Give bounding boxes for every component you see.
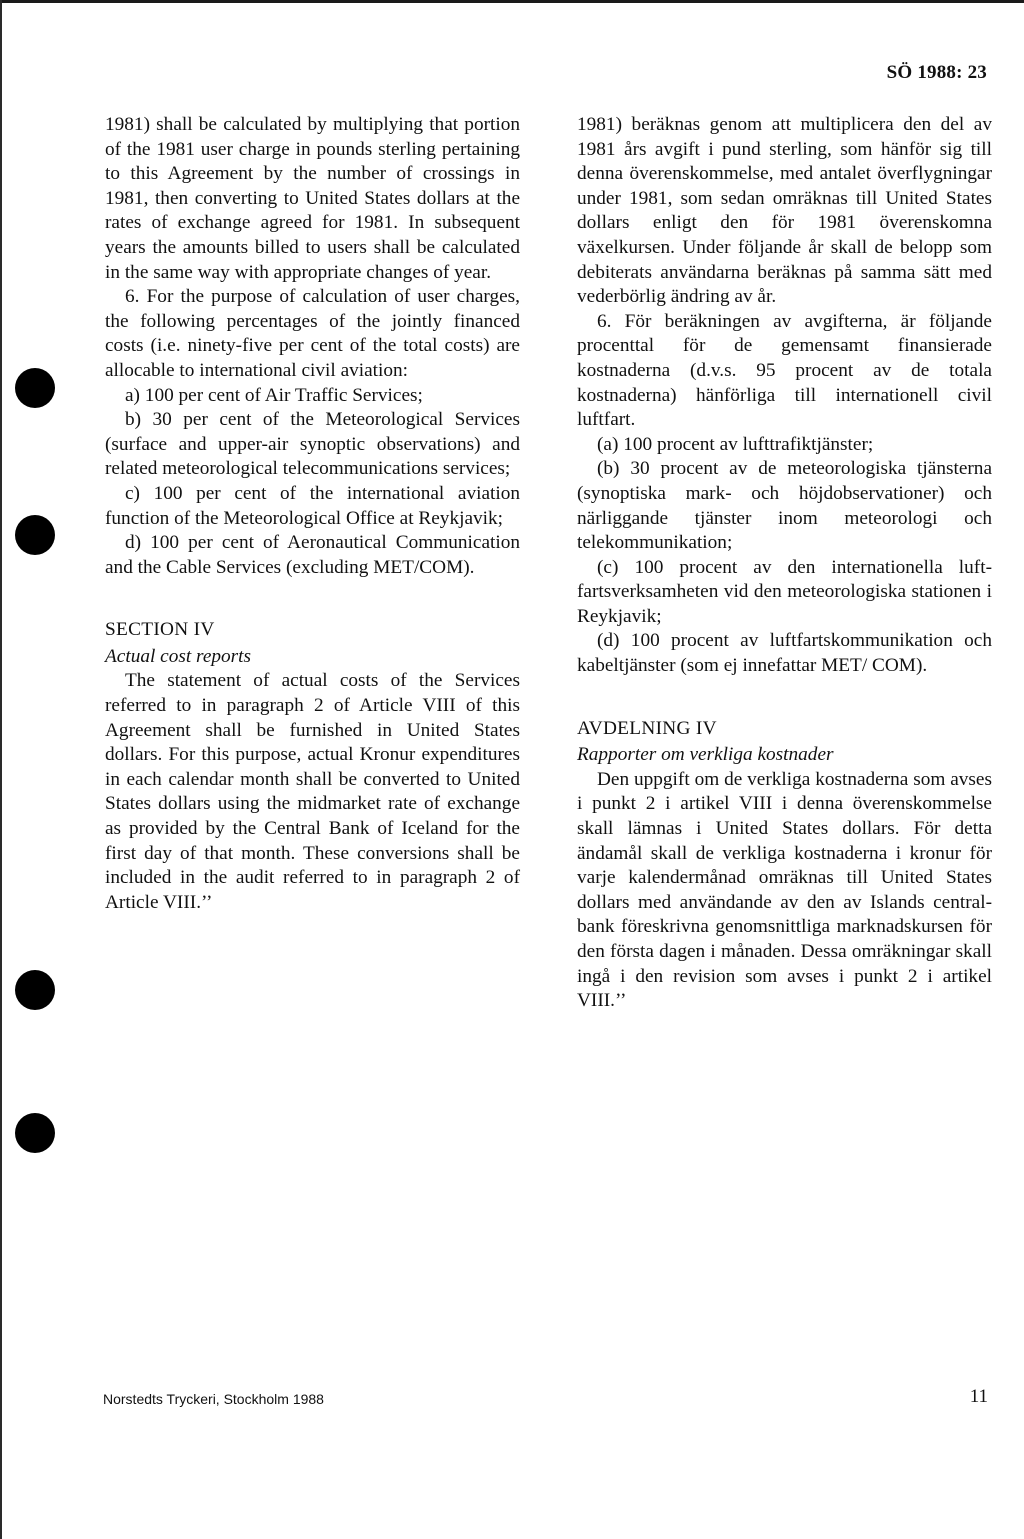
section-subheading: Actual cost reports [105, 645, 252, 667]
paragraph: 1981) shall be calculated by multiplying that portion of the 1981 user charge in pounds sterling pertaining to this Agreement by the number of crossings in 1981, then converting to United States dollars at the rates of exchange agreed for 1981. In subsequent years the amounts billed to users shall be calculated in the same way with appropriate changes of year. [105, 114, 520, 283]
paragraph: 1981) beräknas genom att multiplicera den del av 1981 års avgift i pund sterling, som hänför sig till denna överenskommelse, med antalet överflygningar under 1981, som sedan omräknas till United States dollars enligt den för 1981 överenskomna växelkursen. Under följande år skall de belopp som debiterats användarna beräknas på samma sätt med vederbörlig ändring av år. [577, 114, 992, 308]
list-item: (d) 100 procent av luftfartskommunikation och kabeltjänster (som ej innefattar MET/ COM). [577, 630, 992, 677]
punch-hole-3 [15, 970, 55, 1010]
document-code: SÖ 1988: 23 [886, 62, 987, 83]
swedish-column [577, 113, 992, 1014]
section-body: Den uppgift om de verkliga kostnaderna som avses i punkt 2 i artikel VIII i denna överenskommelse skall lämnas i United States dollars. För detta ändamål skall de verkliga kostnaderna i kronur för varje kalendermånad omräknas till United States dollars med användande av den av Islands centralbank föreskrivna genomsnittliga marknadskursen för den första dagen i månaden. Dessa omräkningar skall ingå i den revision som avses i punkt 2 i artikel VIII.’’ [577, 768, 992, 1012]
list-item: (c) 100 procent av den internationella luftfartsverksamheten vid den meteorologiska stationen i Reykjavik; [577, 556, 992, 627]
printer-credit: Norstedts Tryckeri, Stockholm 1988 [103, 1391, 324, 1407]
list-item: a) 100 per cent of Air Traffic Services; [125, 384, 423, 406]
punch-hole-1 [15, 368, 55, 408]
page-number: 11 [969, 1386, 988, 1407]
list-item: (a) 100 procent av lufttrafiktjänster; [597, 433, 874, 455]
paragraph: 6. For the purpose of calculation of user charges, the following percentages of the jointly financed costs (i.e. ninety-five per cent of the total costs) are allocable to international civil aviation: [105, 286, 520, 381]
section-subheading: Rapporter om verkliga kostnader [577, 744, 834, 766]
left-page-edge [0, 0, 2, 1539]
list-item: d) 100 per cent of Aeronautical Communication and the Cable Services (excluding MET/COM). [105, 532, 520, 578]
section-body: The statement of actual costs of the Services referred to in paragraph 2 of Article VIII of this Agreement shall be furnished in United States dollars. For this purpose, actual Kronur expenditures in each calendar month shall be converted to United States dollars using the midmarket rate of exchange as provided by the Central Bank of Iceland for the first day of that month. These conversions shall be included in the audit referred to in paragraph 2 of Article VIII.’’ [105, 670, 520, 913]
list-item: (b) 30 procent av de meteorologiska tjänsterna (synoptiska mark- och höjdobservationer) och närliggande tjänster inom meteorologi och telekommunikation; [577, 458, 992, 554]
punch-hole-2 [15, 515, 55, 555]
list-item: b) 30 per cent of the Meteorological Services (surface and upper-air synoptic observations) and related meteorological telecommunications services; [105, 409, 520, 480]
top-border-rule [0, 0, 1024, 3]
english-column [105, 113, 520, 915]
section-heading: AVDELNING IV [577, 717, 717, 739]
section-heading: SECTION IV [105, 619, 215, 641]
punch-hole-4 [15, 1113, 55, 1153]
list-item: c) 100 per cent of the international aviation function of the Meteorological Office at Reykjavik; [105, 482, 520, 529]
paragraph: 6. För beräkningen av avgifterna, är följande procenttal för de gemensamt finansierade kostnaderna (d.v.s. 95 procent av de totala kostnaderna) hänförliga till internationell civil luftfart. [577, 310, 992, 431]
